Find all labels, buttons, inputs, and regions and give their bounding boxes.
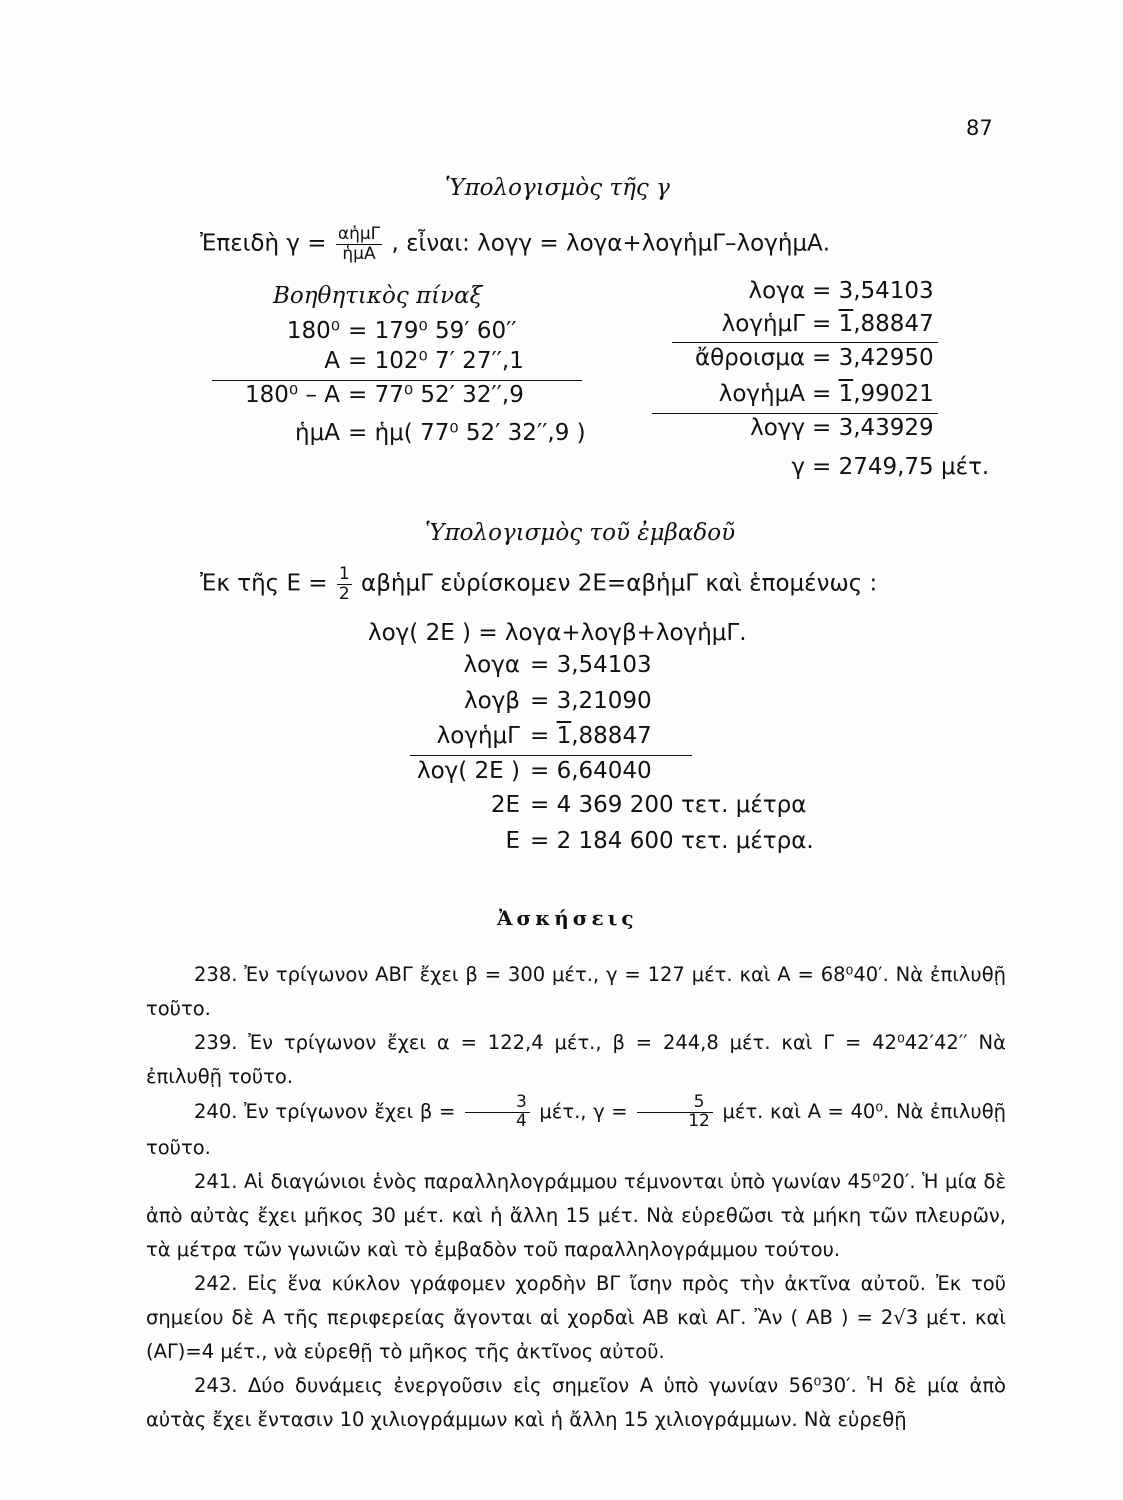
- log-row-rhs: = 3,54103: [530, 652, 652, 678]
- bar-characteristic: 1: [556, 723, 572, 749]
- right-row-lhs: γ: [791, 454, 805, 480]
- section-heading-gamma: Ὑπολογισμὸς τῆς γ: [445, 175, 670, 201]
- right-row-lhs: ἄθροισμα: [694, 345, 805, 371]
- log-row-rhs: = 6,64040: [530, 758, 652, 784]
- right-row-lhs: λογἡμΑ: [718, 381, 805, 407]
- log-row-lhs: λογα: [463, 652, 520, 678]
- right-row-rhs: = 2749,75 μέτ.: [812, 454, 990, 480]
- formula-lead: Ἐπειδὴ γ =: [200, 230, 327, 257]
- page-number: 87: [966, 116, 993, 140]
- sum-rule: [212, 380, 582, 381]
- left-row-lhs: Α: [324, 348, 340, 374]
- exercise-242: 242. Εἰς ἕνα κύκλον γράφομεν χορδὴν ΒΓ ἴσην πρὸς τὴν ἀκτῖνα αὐτοῦ. Ἐκ τοῦ σημείου δὲ Α τῆς περιφερείας ἄγονται αἱ χορδαὶ ΑΒ καὶ ΑΓ. Ἂν ( ΑΒ ) = 2√3 μέτ. καὶ (ΑΓ)=4 μέτ., νὰ εὑρεθῇ τὸ μῆκος τῆς ἀκτῖνος αὐτοῦ.: [146, 1271, 1006, 1363]
- bar-characteristic: 1: [838, 311, 854, 337]
- section-heading-area: Ὑπολογισμὸς τοῦ ἐμβαδοῦ: [425, 520, 736, 546]
- exercise-243: 243. Δύο δυνάμεις ἐνεργοῦσιν εἰς σημεῖον Α ὑπὸ γωνίαν 56⁰30′. Ἡ δὲ μία ἀπὸ αὐτὰς ἔχει ἔντασιν 10 χιλιογράμμων καὶ ἡ ἄλλη 15 χιλιογράμμων. Νὰ εὑρεθῇ: [146, 1373, 1006, 1431]
- fraction-numerator: αἡμΓ: [337, 224, 381, 244]
- difference-rule: [652, 413, 938, 414]
- right-row-rhs: = 1,99021: [812, 381, 934, 407]
- exercise-240-text-b: μέτ., γ =: [539, 1099, 628, 1123]
- right-row-lhs: λογγ: [750, 415, 805, 441]
- fraction-numerator: 1: [338, 564, 350, 584]
- exercise-240: [146, 1094, 1006, 1165]
- formula-area: [200, 565, 877, 603]
- fraction-denominator: 4: [515, 1110, 527, 1131]
- log-line: λογ( 2Ε ) = λογα+λογβ+λογἡμΓ.: [368, 620, 747, 646]
- auxiliary-table-title: Βοηθητικὸς πίναξ: [273, 283, 483, 309]
- left-row-rhs: = ἡμ( 77⁰ 52′ 32′′,9 ): [348, 420, 586, 446]
- exercise-240-text-a: 240. Ἐν τρίγωνον ἔχει β =: [194, 1099, 456, 1123]
- right-row-rhs: = 3,54103: [812, 278, 934, 304]
- sum-rule: [410, 755, 692, 756]
- right-row-lhs: λογα: [748, 278, 805, 304]
- left-row-lhs: 180⁰ – Α: [245, 382, 340, 408]
- fraction: [637, 1094, 713, 1131]
- sum-rule: [672, 342, 938, 343]
- formula-lead: Ἐκ τῆς Ε =: [200, 570, 328, 597]
- exercises-list: [146, 958, 1006, 1437]
- log-row-lhs: λογ( 2Ε ): [416, 758, 520, 784]
- log-row-lhs: λογβ: [464, 688, 520, 714]
- fraction-numerator: 3: [465, 1094, 530, 1113]
- fraction-denominator: 12: [688, 1110, 710, 1131]
- right-row-rhs: = 1,88847: [812, 311, 934, 337]
- log-row-rhs: = 4 369 200 τετ. μέτρα: [530, 792, 807, 818]
- log-row-lhs: Ε: [505, 828, 520, 854]
- log-row-rhs: = 2 184 600 τετ. μέτρα.: [530, 828, 814, 854]
- exercises-title: Ἀσκήσεις: [497, 906, 638, 930]
- formula-rest: , εἶναι: λογγ = λογα+λογἡμΓ–λογἡμΑ.: [391, 230, 831, 257]
- exercise-241: 241. Αἱ διαγώνιοι ἑνὸς παραλληλογράμμου τέμνονται ὑπὸ γωνίαν 45⁰20′. Ἡ μία δὲ ἀπὸ αὐτὰς ἔχει μῆκος 30 μέτ. καὶ ἡ ἄλλη 15 μέτ. Νὰ εὑρεθῶσι τὰ μήκη τῶν πλευρῶν, τὰ μέτρα τῶν γωνιῶν καὶ τὸ ἐμβαδὸν τοῦ παραλληλογράμμου τούτου.: [146, 1169, 1006, 1261]
- fraction-denominator: 2: [338, 583, 350, 604]
- left-row-rhs: = 179⁰ 59′ 60′′: [348, 318, 517, 344]
- log-row-lhs: 2Ε: [490, 792, 520, 818]
- fraction-numerator: 5: [637, 1094, 713, 1113]
- log-row-rhs: = 1,88847: [530, 723, 652, 749]
- left-row-lhs: ἡμΑ: [295, 420, 340, 446]
- left-row-rhs: = 77⁰ 52′ 32′′,9: [348, 382, 524, 408]
- right-row-rhs: = 3,43929: [812, 415, 934, 441]
- exercise-238: 238. Ἐν τρίγωνον ΑΒΓ ἔχει β = 300 μέτ., γ = 127 μέτ. καὶ Α = 68⁰40′. Νὰ ἐπιλυθῇ τοῦτο.: [146, 963, 1006, 1020]
- left-row-rhs: = 102⁰ 7′ 27′′,1: [348, 348, 524, 374]
- fraction: [336, 225, 382, 263]
- fraction: [465, 1094, 530, 1131]
- log-row-rhs: = 3,21090: [530, 688, 652, 714]
- exercise-239: 239. Ἐν τρίγωνον ἔχει α = 122,4 μέτ., β = 244,8 μέτ. καὶ Γ = 42⁰42′42′′ Νὰ ἐπιλυθῇ τοῦτο.: [146, 1031, 1006, 1088]
- right-row-lhs: λογἡμΓ: [721, 311, 805, 337]
- exercise-240-text-c: μέτ. καὶ Α = 40⁰. Νὰ ἐπιλυθῇ τοῦτο.: [146, 1099, 1006, 1159]
- fraction-denominator: ἡμΑ: [342, 243, 376, 264]
- bar-characteristic: 1: [838, 381, 854, 407]
- log-row-lhs: λογἡμΓ: [436, 723, 520, 749]
- formula-gamma: [200, 225, 830, 263]
- formula-rest: αβἡμΓ εὑρίσκομεν 2Ε=αβἡμΓ καὶ ἑπομένως :: [361, 570, 878, 597]
- left-row-lhs: 180⁰: [286, 318, 340, 344]
- fraction: [337, 565, 352, 603]
- right-row-rhs: = 3,42950: [812, 345, 934, 371]
